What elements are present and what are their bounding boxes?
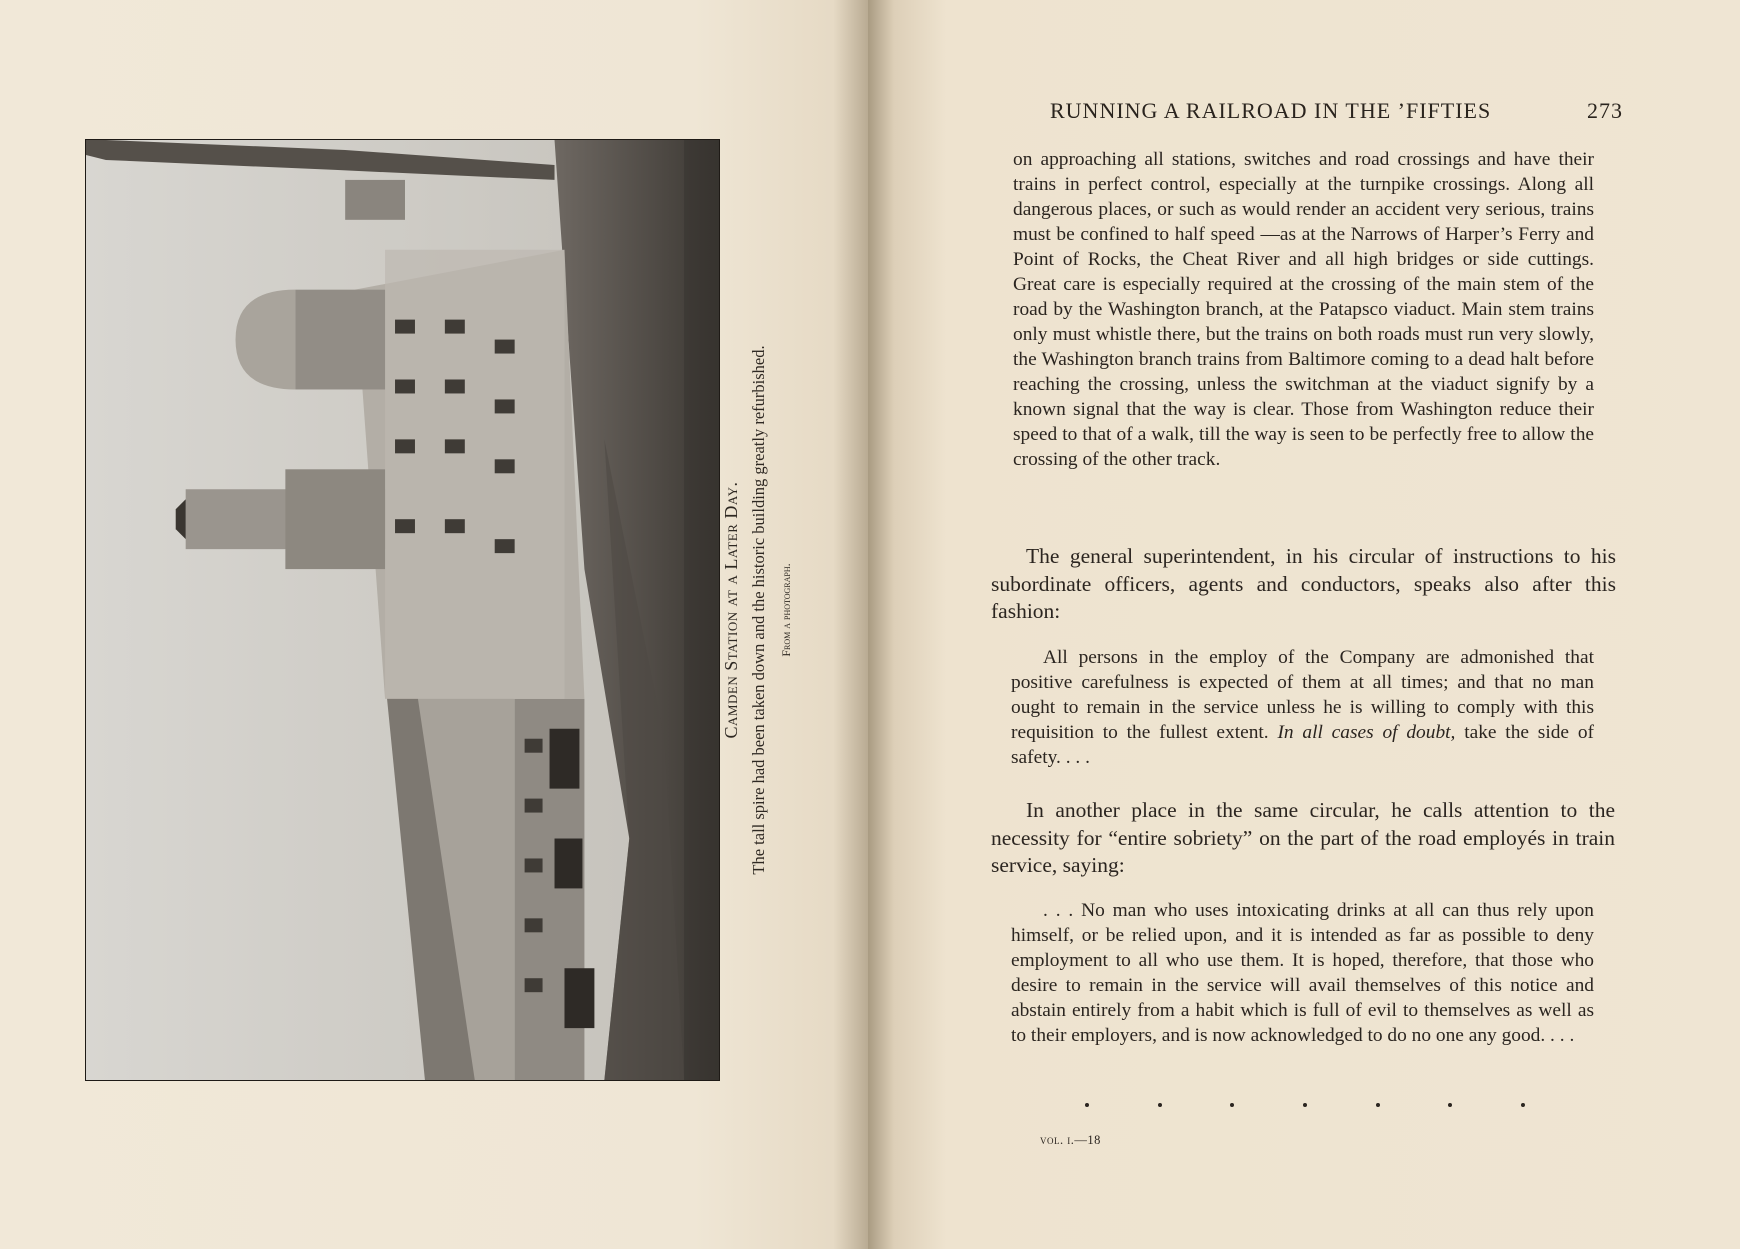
page-number: 273 <box>1587 98 1623 123</box>
caption-source: From a photograph. <box>779 563 793 657</box>
paragraph-3: In another place in the same circular, he calls attention to the necessity for “entire sobriety” on the part of the road employés in train service, saying: <box>991 798 1615 877</box>
camden-station-photograph <box>86 140 719 1080</box>
quote-1-italic: In all cases of doubt, <box>1277 722 1456 743</box>
ellipsis-row <box>1085 1103 1525 1107</box>
paragraph-1: on approaching all stations, switches and road crossings and have their trains in perfect control, especially at the turnpike crossings. Along all dangerous places, or such as would render an accident very serious, trains must be confined to half speed —as at the Narrows of Harper’s Ferry and Point of Rocks, the Cheat River and all high bridges or side cuttings. Great care is especially required at the crossing of the main stem of the road by the Washington branch, at the Patapsco viaduct. Main stem trains only must whistle there, but the trains on both roads must run very slowly, the Washington branch trains from Baltimore coming to a dead halt before reaching the crossing, unless the switchman at the viaduct signify by a known signal that the way is clear. Those from Washington reduce their speed to that of a walk, till the way is seen to be perfectly free to allow the crossing of the other track. <box>1013 149 1594 470</box>
dot <box>1230 1103 1234 1107</box>
left-page <box>0 0 868 1249</box>
caption-subtitle: The tall spire had been taken down and the historic building greatly refurbished. <box>749 345 768 875</box>
quote-1-end: take the side of safety. . . . <box>1011 722 1594 768</box>
dot <box>1521 1103 1525 1107</box>
block-quote-1 <box>1011 645 1594 770</box>
signature-mark: vol. i.—18 <box>1040 1133 1101 1147</box>
dot <box>1376 1103 1380 1107</box>
paragraph-2: The general superintendent, in his circular of instructions to his subordinate officers, agents and conductors, speaks also after this fashion: <box>991 544 1616 623</box>
caption-title: Camden Station at a Later Day. <box>721 481 741 739</box>
photo-caption <box>720 290 830 930</box>
quote-1-main: All persons in the employ of the Company are admonished that positive carefulness is expected of them at all times; and that no man ought to remain in the service unless he is willing to comply with this requisition to the fullest extent. <box>1011 647 1594 743</box>
dot <box>1448 1103 1452 1107</box>
block-quote-2: . . . No man who uses intoxicating drinks at all can thus rely upon himself, or be relied upon, and it is intended as far as possible to deny employment to all who use them. It is hoped, therefore, that those who desire to remain in the service will avail themselves of this notice and abstain entirely from a habit which is full of evil to themselves as well as to their employers, and is now acknowledged to do no one any good. . . . <box>1011 900 1594 1046</box>
running-header <box>1050 98 1623 124</box>
dot <box>1158 1103 1162 1107</box>
camden-station-photo <box>85 139 720 1081</box>
dot <box>1085 1103 1089 1107</box>
dot <box>1303 1103 1307 1107</box>
running-header-title: RUNNING A RAILROAD IN THE ’FIFTIES <box>1050 98 1492 123</box>
